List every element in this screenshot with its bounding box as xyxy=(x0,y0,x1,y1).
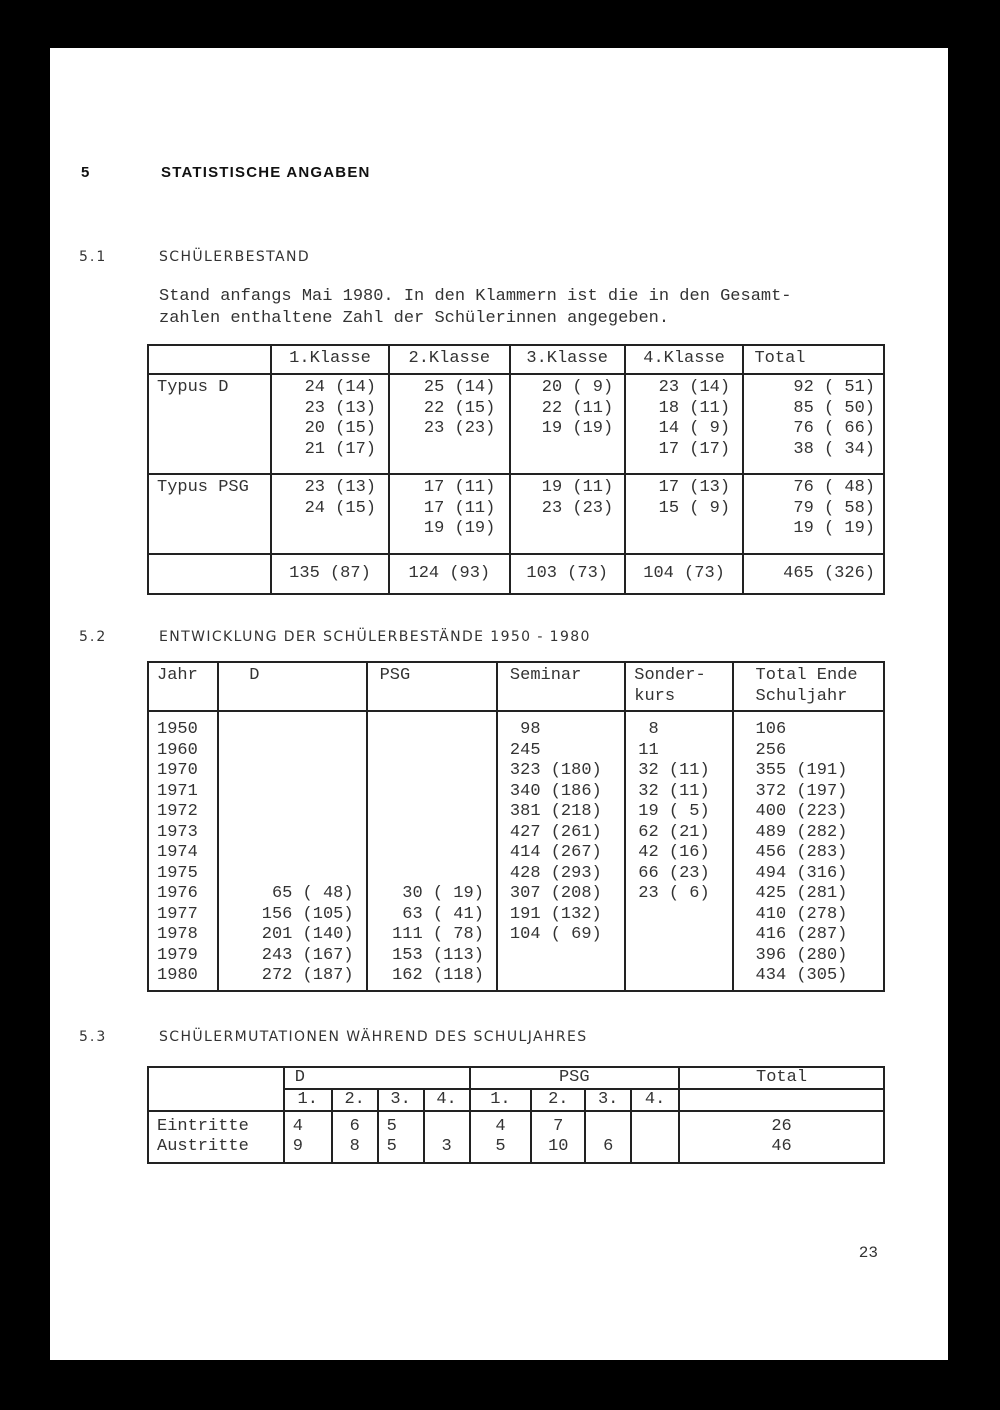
document-page xyxy=(50,48,948,1360)
sub-header-cell: 3. xyxy=(585,1089,631,1111)
cell-values: 19 (11) 23 (23) xyxy=(541,478,614,518)
section-intro xyxy=(159,286,792,330)
header-cell: PSG xyxy=(367,662,497,711)
p3-cell: 6 xyxy=(585,1111,631,1163)
entwicklung-table xyxy=(147,661,885,992)
cell-values: 25 (14) 22 (15) 23 (23) xyxy=(423,378,496,438)
sub-header-cell-empty xyxy=(679,1089,884,1111)
section-number-5-3: 5.3 xyxy=(79,1029,108,1045)
intro-line-1: Stand anfangs Mai 1980. In den Klammern ist die in den Gesamt- xyxy=(159,287,792,306)
d2-cell: 6 8 xyxy=(332,1111,378,1163)
header-cell-empty xyxy=(148,1067,284,1111)
p4-cell xyxy=(631,1111,679,1163)
sum-cell: 104 (73) xyxy=(625,554,744,594)
sum-cell: 465 (326) xyxy=(743,554,884,594)
cell-values: 24 (14) 23 (13) 20 (15) 21 (17) xyxy=(304,378,376,459)
total-column: 106 256 355 (191) 372 (197) 400 (223) 489 (282) 456 (283) 494 (316) 425 (281) 410 (278) 416 (287) 396 (280) 434 (305) xyxy=(733,711,884,991)
sub-header-cell: 1. xyxy=(470,1089,532,1111)
table-header-row xyxy=(148,662,884,711)
group-header-row xyxy=(148,1067,884,1089)
header-cell: 3.Klasse xyxy=(510,345,625,374)
table-cell xyxy=(271,374,389,474)
row-label: Typus PSG xyxy=(148,474,271,554)
table-cell xyxy=(271,474,389,554)
cell-values: 17 (11) 17 (11) 19 (19) xyxy=(423,478,496,538)
intro-line-2: zahlen enthaltene Zahl der Schülerinnen angegeben. xyxy=(159,309,670,328)
p1-cell: 4 5 xyxy=(470,1111,532,1163)
sub-header-cell: 3. xyxy=(378,1089,424,1111)
table-cell xyxy=(625,374,744,474)
header-cell: 2.Klasse xyxy=(389,345,510,374)
chapter-number: 5 xyxy=(81,164,90,181)
table-cell: 92 ( 51) 85 ( 50) 76 ( 66) 38 ( 34) xyxy=(743,374,884,474)
sub-header-cell: 2. xyxy=(332,1089,378,1111)
sum-cell: 103 (73) xyxy=(510,554,625,594)
d1-cell: 4 9 xyxy=(284,1111,332,1163)
header-cell: Jahr xyxy=(148,662,218,711)
sum-label-empty xyxy=(148,554,271,594)
table-cell xyxy=(510,474,625,554)
sub-header-cell: 2. xyxy=(531,1089,585,1111)
table-sum-row xyxy=(148,554,884,594)
schuelerbestand-table xyxy=(147,344,885,595)
sum-cell: 124 (93) xyxy=(389,554,510,594)
section-title-5-3: SCHÜLERMUTATIONEN WÄHREND DES SCHULJAHRES xyxy=(159,1029,588,1045)
header-cell-empty xyxy=(148,345,271,374)
header-cell: Total Ende Schuljahr xyxy=(733,662,884,711)
group-d: D xyxy=(284,1067,470,1089)
table-cell xyxy=(389,374,510,474)
header-cell: Total xyxy=(743,345,884,374)
sum-cell: 135 (87) xyxy=(271,554,389,594)
header-cell: D xyxy=(218,662,366,711)
table-row xyxy=(148,1111,884,1163)
row-label: Typus D xyxy=(148,374,271,474)
sub-header-cell: 4. xyxy=(631,1089,679,1111)
page-number: 23 xyxy=(858,1244,878,1262)
table-cell xyxy=(510,374,625,474)
sub-header-cell: 1. xyxy=(284,1089,332,1111)
d4-cell: 3 xyxy=(424,1111,470,1163)
total-cell: 26 46 xyxy=(679,1111,884,1163)
header-cell: 1.Klasse xyxy=(271,345,389,374)
group-total: Total xyxy=(679,1067,884,1089)
table-row xyxy=(148,474,884,554)
table-header-row xyxy=(148,345,884,374)
table-row xyxy=(148,374,884,474)
table-row xyxy=(148,711,884,991)
seminar-column: 98 245 323 (180) 340 (186) 381 (218) 427 (261) 414 (267) 428 (293) 307 (208) 191 (132) 104 ( 69) xyxy=(497,711,625,991)
section-number-5-2: 5.2 xyxy=(79,629,108,645)
header-cell: Sonder- kurs xyxy=(625,662,732,711)
section-title-5-2: ENTWICKLUNG DER SCHÜLERBESTÄNDE 1950 - 1980 xyxy=(159,629,591,645)
header-cell: Seminar xyxy=(497,662,625,711)
mutationen-table xyxy=(147,1066,885,1164)
header-cell: 4.Klasse xyxy=(625,345,744,374)
d3-cell: 5 5 xyxy=(378,1111,424,1163)
cell-values: 23 (14) 18 (11) 14 ( 9) 17 (17) xyxy=(658,378,731,459)
p2-cell: 7 10 xyxy=(531,1111,585,1163)
sonderkurs-column: 8 11 32 (11) 32 (11) 19 ( 5) 62 (21) 42 (16) 66 (23) 23 ( 6) xyxy=(625,711,732,991)
sub-header-cell: 4. xyxy=(424,1089,470,1111)
cell-values: 23 (13) 24 (15) xyxy=(304,478,376,518)
table-cell xyxy=(625,474,744,554)
section-number-5-1: 5.1 xyxy=(79,249,108,265)
row-labels: Eintritte Austritte xyxy=(148,1111,284,1163)
cell-values: 17 (13) 15 ( 9) xyxy=(658,478,731,518)
group-psg: PSG xyxy=(470,1067,680,1089)
cell-values: 20 ( 9) 22 (11) 19 (19) xyxy=(541,378,614,438)
d-column: 65 ( 48) 156 (105) 201 (140) 243 (167) 272 (187) xyxy=(218,711,366,991)
table-cell xyxy=(389,474,510,554)
psg-column: 30 ( 19) 63 ( 41) 111 ( 78) 153 (113) 162 (118) xyxy=(367,711,497,991)
table-cell: 76 ( 48) 79 ( 58) 19 ( 19) xyxy=(743,474,884,554)
jahr-column: 1950 1960 1970 1971 1972 1973 1974 1975 1976 1977 1978 1979 1980 xyxy=(148,711,218,991)
section-title-5-1: SCHÜLERBESTAND xyxy=(159,249,311,265)
chapter-title: STATISTISCHE ANGABEN xyxy=(161,164,371,181)
